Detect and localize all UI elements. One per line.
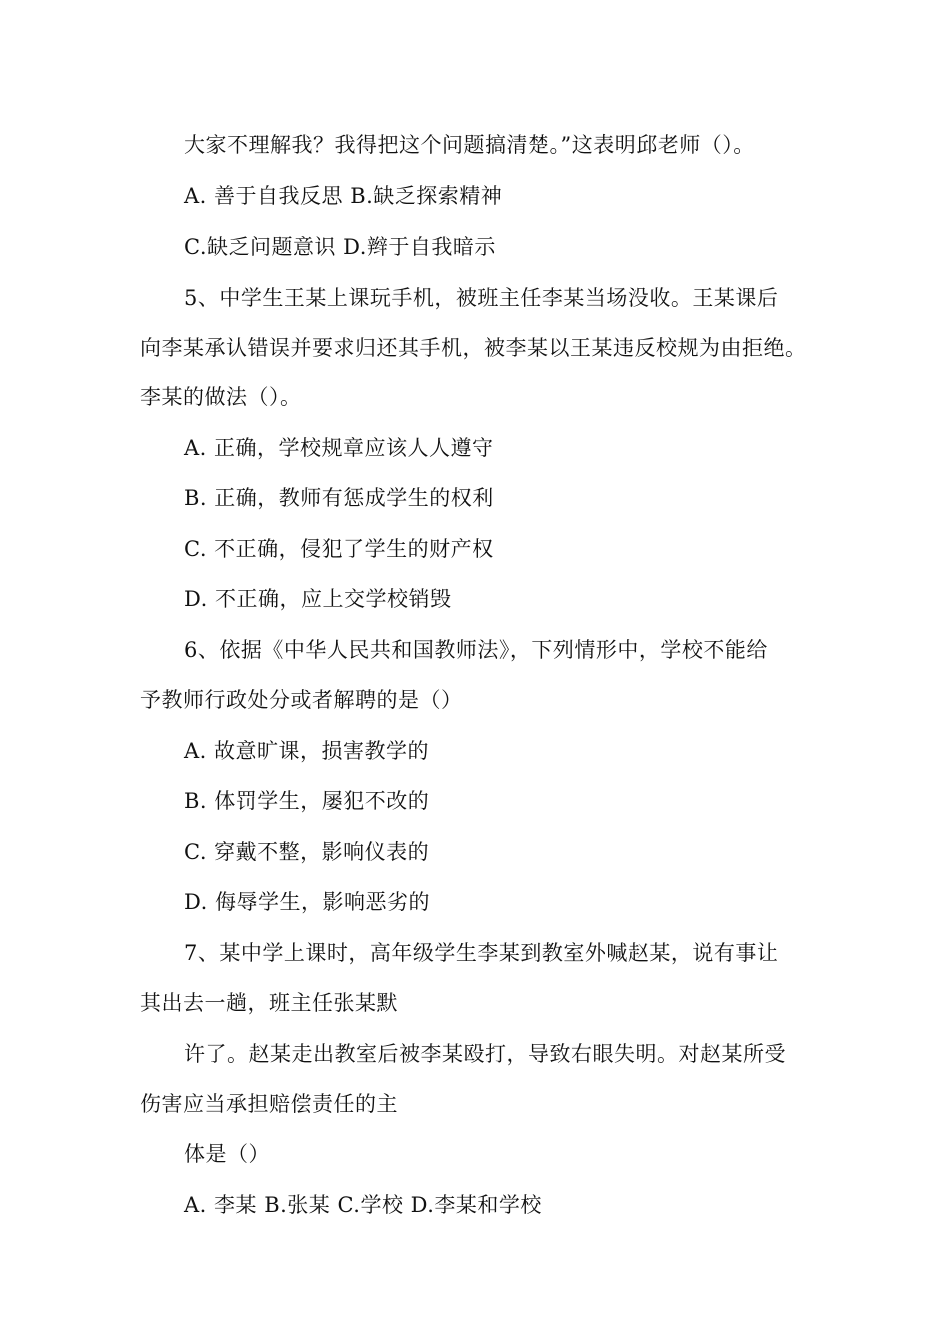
- question-4-continuation: 大家不理解我？我得把这个问题搞清楚。”这表明邱老师（）。: [184, 133, 755, 157]
- question-4-options-cd: C.缺乏问题意识 D.辫于自我暗示: [184, 235, 496, 259]
- question-5-option-c: C. 不正确，侵犯了学生的财产权: [184, 537, 494, 561]
- question-7-options: A. 李某 B.张某 C.学校 D.李某和学校: [184, 1193, 542, 1217]
- question-5-stem-line-1: 5、中学生王某上课玩手机，被班主任李某当场没收。王某课后: [184, 286, 779, 310]
- question-7-stem-line-1: 7、某中学上课时，高年级学生李某到教室外喊赵某，说有事让: [184, 941, 779, 965]
- question-5-stem-line-2: 向李某承认错误并要求归还其手机，被李某以王某违反校规为由拒绝。: [140, 336, 807, 360]
- question-6-option-c: C. 穿戴不整，影响仪表的: [184, 840, 430, 864]
- question-6-stem-line-2: 予教师行政处分或者解聘的是（）: [140, 688, 463, 712]
- question-5-option-d: D. 不正确，应上交学校销毁: [184, 587, 452, 611]
- question-5-option-a: A. 正确，学校规章应该人人遵守: [184, 436, 494, 460]
- question-6-option-d: D. 侮辱学生，影响恶劣的: [184, 890, 430, 914]
- question-7-stem-line-5: 体是（）: [184, 1142, 270, 1166]
- question-6-stem-line-1: 6、依据《中华人民共和国教师法》，下列情形中，学校不能给: [184, 638, 768, 662]
- question-7-stem-line-2: 其出去一趟，班主任张某默: [140, 991, 398, 1015]
- question-6-option-b: B. 体罚学生，屡犯不改的: [184, 789, 430, 813]
- question-5-option-b: B. 正确，教师有惩成学生的权利: [184, 486, 494, 510]
- question-6-option-a: A. 故意旷课，损害教学的: [184, 739, 430, 763]
- question-5-stem-line-3: 李某的做法（）。: [140, 385, 302, 409]
- question-7-stem-line-4: 伤害应当承担赔偿责任的主: [140, 1092, 398, 1116]
- question-4-options-ab: A. 善于自我反思 B.缺乏探索精神: [184, 184, 503, 208]
- question-7-stem-line-3: 许了。赵某走出教室后被李某殴打，导致右眼失明。对赵某所受: [184, 1042, 786, 1066]
